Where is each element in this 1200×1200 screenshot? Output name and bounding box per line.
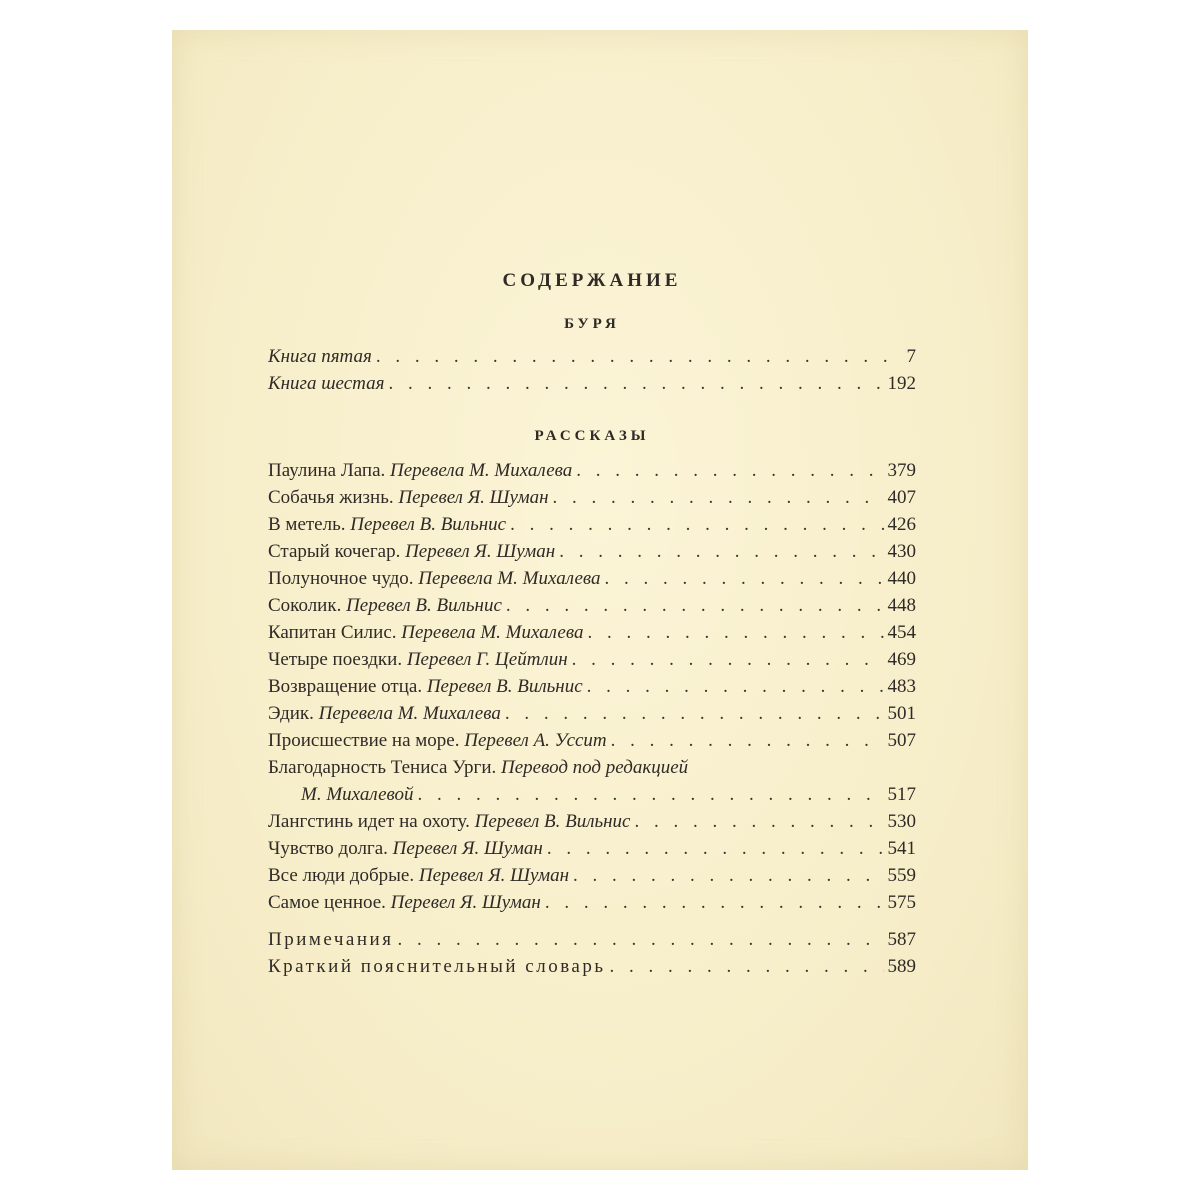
page-number: 483 xyxy=(887,676,916,697)
entry-title: Происшествие на море. xyxy=(268,730,460,751)
toc-entry xyxy=(268,514,916,541)
entry-title: Старый кочегар. xyxy=(268,541,401,562)
leader-dots xyxy=(376,346,903,368)
section-heading-burya: БУРЯ xyxy=(564,316,620,332)
entry-title: Примечания xyxy=(268,929,394,950)
leader-dots xyxy=(605,568,884,590)
entry-translator: Перевела М. Михалева xyxy=(401,622,584,643)
entry-title: Полуночное чудо. xyxy=(268,568,414,589)
entry-translator: Перевел В. Вильнис xyxy=(426,676,583,697)
toc-entry xyxy=(268,811,916,838)
leader-dots xyxy=(547,838,884,860)
entry-title: Собачья жизнь. xyxy=(268,487,394,508)
page-number: 426 xyxy=(887,514,916,535)
entry-translator: Перевел Я. Шуман xyxy=(418,865,570,886)
leader-dots xyxy=(587,622,883,644)
toc-entry xyxy=(268,487,916,514)
toc-entry xyxy=(268,346,916,373)
toc-entry xyxy=(268,730,916,757)
leader-dots xyxy=(587,676,884,698)
entry-translator: Перевел А. Уссит xyxy=(464,730,607,751)
page-number: 507 xyxy=(887,730,916,751)
entry-title: Все люди добрые. xyxy=(268,865,415,886)
leader-dots xyxy=(388,373,883,395)
leader-dots xyxy=(397,929,883,951)
page-number: 541 xyxy=(887,838,916,859)
page-number: 587 xyxy=(887,929,916,950)
entry-translator: Перевела М. Михалева xyxy=(318,703,501,724)
entry-title: Капитан Силис. xyxy=(268,622,397,643)
page-number: 7 xyxy=(906,346,916,367)
toc-entry-glossary xyxy=(268,956,916,983)
leader-dots xyxy=(418,784,884,806)
page-number: 192 xyxy=(887,373,916,394)
entry-title: Соколик. xyxy=(268,595,342,616)
entry-translator: Перевел Г. Цейтлин xyxy=(406,649,568,670)
entry-translator: Перевела М. Михалева xyxy=(418,568,601,589)
toc-entry-line-2 xyxy=(268,784,916,811)
entry-translator: Перевел В. Вильнис xyxy=(346,595,502,616)
toc-entry xyxy=(268,865,916,892)
leader-dots xyxy=(553,487,884,509)
leader-dots xyxy=(572,649,884,671)
page-title: СОДЕРЖАНИЕ xyxy=(502,270,682,291)
leader-dots xyxy=(610,956,884,978)
toc-entry-notes xyxy=(268,929,916,956)
toc-entry xyxy=(268,649,916,676)
entry-translator: Перевел Я. Шуман xyxy=(390,892,541,913)
page-number: 575 xyxy=(887,892,916,913)
page-number: 448 xyxy=(887,595,916,616)
page-number: 501 xyxy=(887,703,916,724)
entry-translator: Перевел В. Вильнис xyxy=(474,811,631,832)
toc-entry xyxy=(268,838,916,865)
page-number: 589 xyxy=(887,956,916,977)
toc-entry xyxy=(268,676,916,703)
leader-dots xyxy=(505,703,884,725)
page-number: 440 xyxy=(887,568,916,589)
toc-entry xyxy=(268,568,916,595)
entry-title: Возвращение отца. xyxy=(268,676,423,697)
entry-title: Паулина Лапа. xyxy=(268,460,386,481)
entry-title: В метель. xyxy=(268,514,346,535)
leader-dots xyxy=(510,514,883,536)
entry-title: Книга пятая xyxy=(268,346,372,367)
entry-translator: Перевела М. Михалева xyxy=(390,460,573,481)
leader-dots xyxy=(576,460,883,482)
toc-entry-line-1 xyxy=(268,757,916,784)
page-number: 379 xyxy=(887,460,916,481)
toc-entry xyxy=(268,373,916,400)
entry-title: Книга шестая xyxy=(268,373,385,394)
toc-entry xyxy=(268,541,916,568)
entry-title: Эдик. xyxy=(268,703,314,724)
page-number: 469 xyxy=(887,649,916,670)
leader-dots xyxy=(506,595,884,617)
page-number: 517 xyxy=(887,784,916,805)
entry-title: Благодарность Тениса Урги. xyxy=(268,757,497,778)
entry-translator-cont: М. Михалевой xyxy=(301,784,414,805)
toc-entry xyxy=(268,892,916,919)
toc-entry xyxy=(268,622,916,649)
entry-translator: Перевод под редакцией xyxy=(500,757,689,778)
page-number: 530 xyxy=(887,811,916,832)
entry-title: Четыре поездки. xyxy=(268,649,403,670)
entry-translator: Перевел Я. Шуман xyxy=(405,541,556,562)
section-heading-rasskazy: РАССКАЗЫ xyxy=(534,428,650,444)
entry-translator: Перевел В. Вильнис xyxy=(350,514,507,535)
page-number: 430 xyxy=(887,541,916,562)
leader-dots xyxy=(545,892,884,914)
page-number: 559 xyxy=(887,865,916,886)
entry-translator: Перевел Я. Шуман xyxy=(392,838,543,859)
toc-entry xyxy=(268,703,916,730)
toc-entry xyxy=(268,595,916,622)
page-number: 407 xyxy=(887,487,916,508)
entry-title: Лангстинь идет на охоту. xyxy=(268,811,470,832)
entry-translator: Перевел Я. Шуман xyxy=(398,487,549,508)
entry-title: Краткий пояснительный словарь xyxy=(268,956,606,977)
leader-dots xyxy=(635,811,884,833)
toc-entry xyxy=(268,460,916,487)
leader-dots xyxy=(611,730,884,752)
entry-title: Самое ценное. xyxy=(268,892,386,913)
entry-title: Чувство долга. xyxy=(268,838,388,859)
page-number: 454 xyxy=(887,622,916,643)
leader-dots xyxy=(559,541,883,563)
leader-dots xyxy=(573,865,883,887)
